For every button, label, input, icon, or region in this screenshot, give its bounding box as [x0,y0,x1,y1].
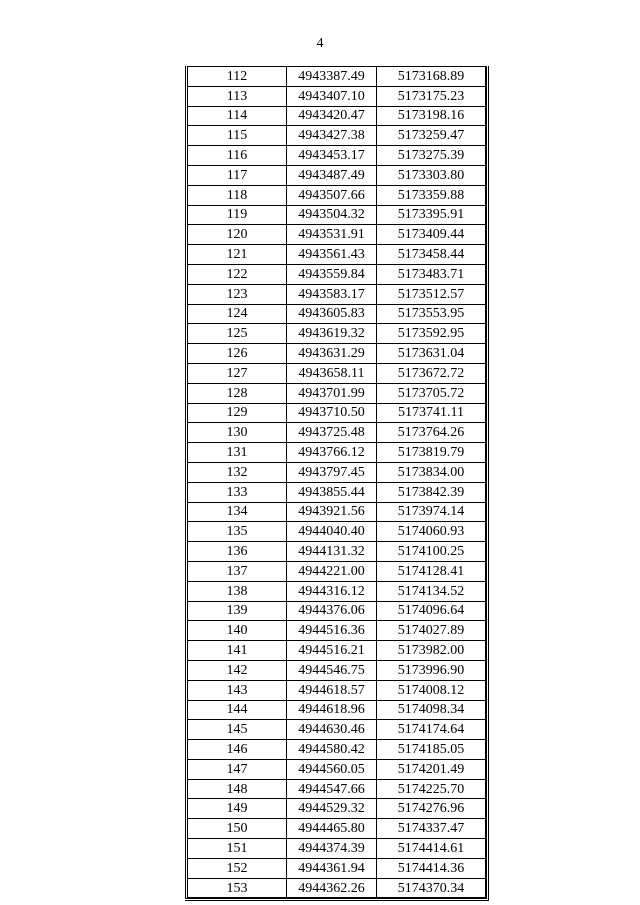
x-coordinate-cell: 4943710.50 [287,403,377,423]
y-coordinate-cell: 5173359.88 [377,185,486,205]
x-coordinate-cell: 4943561.43 [287,245,377,265]
point-number-cell: 142 [187,660,287,680]
point-number-cell: 131 [187,443,287,463]
point-number-cell: 147 [187,759,287,779]
point-number-cell: 138 [187,581,287,601]
x-coordinate-cell: 4943559.84 [287,264,377,284]
point-number-cell: 129 [187,403,287,423]
table-row [187,185,486,205]
x-coordinate-cell: 4943453.17 [287,146,377,166]
table-row [187,383,486,403]
table-row [187,86,486,106]
table-row [187,423,486,443]
y-coordinate-cell: 5174225.70 [377,779,486,799]
y-coordinate-cell: 5174370.34 [377,878,486,898]
point-number-cell: 114 [187,106,287,126]
x-coordinate-cell: 4944131.32 [287,542,377,562]
point-number-cell: 149 [187,799,287,819]
y-coordinate-cell: 5174100.25 [377,542,486,562]
point-number-cell: 132 [187,462,287,482]
point-number-cell: 153 [187,878,287,898]
table-row [187,581,486,601]
x-coordinate-cell: 4944630.46 [287,720,377,740]
table-row [187,680,486,700]
x-coordinate-cell: 4944361.94 [287,858,377,878]
y-coordinate-cell: 5173512.57 [377,284,486,304]
x-coordinate-cell: 4944516.21 [287,641,377,661]
point-number-cell: 146 [187,740,287,760]
x-coordinate-cell: 4943504.32 [287,205,377,225]
point-number-cell: 127 [187,363,287,383]
point-number-cell: 143 [187,680,287,700]
x-coordinate-cell: 4944221.00 [287,561,377,581]
y-coordinate-cell: 5174128.41 [377,561,486,581]
x-coordinate-cell: 4944580.42 [287,740,377,760]
table-row [187,304,486,324]
point-number-cell: 113 [187,86,287,106]
y-coordinate-cell: 5174008.12 [377,680,486,700]
x-coordinate-cell: 4943420.47 [287,106,377,126]
table-row [187,799,486,819]
point-number-cell: 152 [187,858,287,878]
table-row [187,146,486,166]
y-coordinate-cell: 5174414.36 [377,858,486,878]
point-number-cell: 133 [187,482,287,502]
table-row [187,621,486,641]
point-number-cell: 134 [187,502,287,522]
y-coordinate-cell: 5173974.14 [377,502,486,522]
y-coordinate-cell: 5174185.05 [377,740,486,760]
y-coordinate-cell: 5174414.61 [377,839,486,859]
x-coordinate-cell: 4944529.32 [287,799,377,819]
table-row [187,700,486,720]
y-coordinate-cell: 5174027.89 [377,621,486,641]
x-coordinate-cell: 4944040.40 [287,522,377,542]
point-number-cell: 126 [187,344,287,364]
y-coordinate-cell: 5173168.89 [377,67,486,87]
x-coordinate-cell: 4943531.91 [287,225,377,245]
table-row [187,106,486,126]
table-row [187,740,486,760]
y-coordinate-cell: 5173409.44 [377,225,486,245]
point-number-cell: 112 [187,67,287,87]
point-number-cell: 121 [187,245,287,265]
x-coordinate-cell: 4944316.12 [287,581,377,601]
coordinates-table-body [187,67,486,898]
table-row [187,878,486,898]
x-coordinate-cell: 4944374.39 [287,839,377,859]
table-row [187,67,486,87]
point-number-cell: 137 [187,561,287,581]
table-row [187,482,486,502]
point-number-cell: 122 [187,264,287,284]
point-number-cell: 145 [187,720,287,740]
y-coordinate-cell: 5173303.80 [377,165,486,185]
table-row [187,165,486,185]
table-row [187,443,486,463]
x-coordinate-cell: 4943658.11 [287,363,377,383]
table-row [187,561,486,581]
x-coordinate-cell: 4943605.83 [287,304,377,324]
y-coordinate-cell: 5173819.79 [377,443,486,463]
x-coordinate-cell: 4944465.80 [287,819,377,839]
table-row [187,779,486,799]
x-coordinate-cell: 4943427.38 [287,126,377,146]
table-row [187,542,486,562]
table-row [187,245,486,265]
point-number-cell: 130 [187,423,287,443]
y-coordinate-cell: 5174060.93 [377,522,486,542]
table-row [187,502,486,522]
y-coordinate-cell: 5173458.44 [377,245,486,265]
coordinates-table [185,66,486,898]
point-number-cell: 118 [187,185,287,205]
point-number-cell: 141 [187,641,287,661]
point-number-cell: 144 [187,700,287,720]
point-number-cell: 116 [187,146,287,166]
x-coordinate-cell: 4943487.49 [287,165,377,185]
point-number-cell: 120 [187,225,287,245]
table-row [187,641,486,661]
x-coordinate-cell: 4943407.10 [287,86,377,106]
table-row [187,462,486,482]
table-row [187,759,486,779]
table-row [187,522,486,542]
table-row [187,819,486,839]
y-coordinate-cell: 5173996.90 [377,660,486,680]
x-coordinate-cell: 4944546.75 [287,660,377,680]
x-coordinate-cell: 4943631.29 [287,344,377,364]
point-number-cell: 119 [187,205,287,225]
y-coordinate-cell: 5173834.00 [377,462,486,482]
y-coordinate-cell: 5173175.23 [377,86,486,106]
x-coordinate-cell: 4943701.99 [287,383,377,403]
y-coordinate-cell: 5174134.52 [377,581,486,601]
y-coordinate-cell: 5173259.47 [377,126,486,146]
table-row [187,344,486,364]
x-coordinate-cell: 4943766.12 [287,443,377,463]
x-coordinate-cell: 4943921.56 [287,502,377,522]
coordinates-table-container [185,66,489,901]
x-coordinate-cell: 4943797.45 [287,462,377,482]
y-coordinate-cell: 5173553.95 [377,304,486,324]
point-number-cell: 117 [187,165,287,185]
x-coordinate-cell: 4943725.48 [287,423,377,443]
x-coordinate-cell: 4944516.36 [287,621,377,641]
y-coordinate-cell: 5173395.91 [377,205,486,225]
x-coordinate-cell: 4943619.32 [287,324,377,344]
y-coordinate-cell: 5173982.00 [377,641,486,661]
point-number-cell: 123 [187,284,287,304]
table-row [187,660,486,680]
x-coordinate-cell: 4944618.57 [287,680,377,700]
table-row [187,126,486,146]
table-row [187,858,486,878]
page-number: 4 [316,36,324,51]
x-coordinate-cell: 4944362.26 [287,878,377,898]
y-coordinate-cell: 5173672.72 [377,363,486,383]
point-number-cell: 151 [187,839,287,859]
point-number-cell: 140 [187,621,287,641]
table-row [187,324,486,344]
table-row [187,264,486,284]
x-coordinate-cell: 4943855.44 [287,482,377,502]
y-coordinate-cell: 5173705.72 [377,383,486,403]
y-coordinate-cell: 5173842.39 [377,482,486,502]
x-coordinate-cell: 4943507.66 [287,185,377,205]
point-number-cell: 135 [187,522,287,542]
y-coordinate-cell: 5173592.95 [377,324,486,344]
table-row [187,205,486,225]
x-coordinate-cell: 4944547.66 [287,779,377,799]
x-coordinate-cell: 4944560.05 [287,759,377,779]
point-number-cell: 124 [187,304,287,324]
table-row [187,225,486,245]
point-number-cell: 148 [187,779,287,799]
x-coordinate-cell: 4943387.49 [287,67,377,87]
y-coordinate-cell: 5174096.64 [377,601,486,621]
table-row [187,284,486,304]
table-row [187,720,486,740]
y-coordinate-cell: 5173275.39 [377,146,486,166]
y-coordinate-cell: 5174098.34 [377,700,486,720]
point-number-cell: 150 [187,819,287,839]
y-coordinate-cell: 5174276.96 [377,799,486,819]
x-coordinate-cell: 4944376.06 [287,601,377,621]
table-row [187,403,486,423]
y-coordinate-cell: 5174337.47 [377,819,486,839]
y-coordinate-cell: 5173483.71 [377,264,486,284]
point-number-cell: 139 [187,601,287,621]
y-coordinate-cell: 5173741.11 [377,403,486,423]
point-number-cell: 136 [187,542,287,562]
x-coordinate-cell: 4944618.96 [287,700,377,720]
point-number-cell: 125 [187,324,287,344]
x-coordinate-cell: 4943583.17 [287,284,377,304]
y-coordinate-cell: 5173764.26 [377,423,486,443]
table-row [187,363,486,383]
table-row [187,601,486,621]
y-coordinate-cell: 5174174.64 [377,720,486,740]
point-number-cell: 115 [187,126,287,146]
y-coordinate-cell: 5173198.16 [377,106,486,126]
y-coordinate-cell: 5173631.04 [377,344,486,364]
point-number-cell: 128 [187,383,287,403]
y-coordinate-cell: 5174201.49 [377,759,486,779]
table-row [187,839,486,859]
